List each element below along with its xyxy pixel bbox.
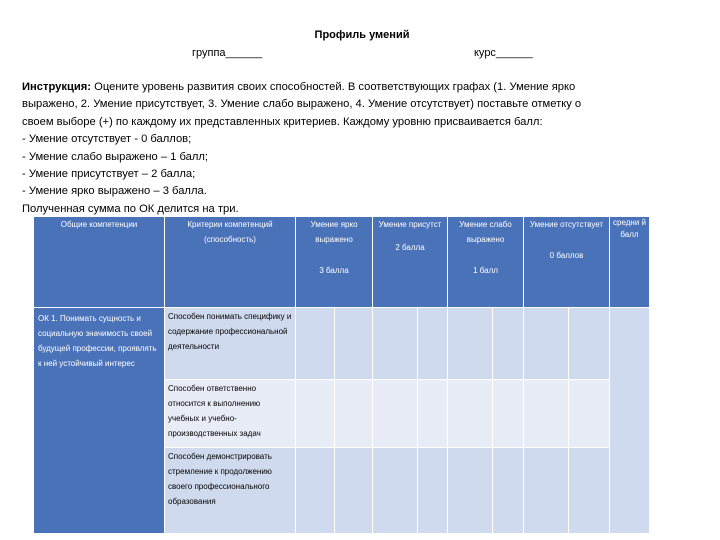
- criterion-3: Способен демонстрировать стремление к продолжению своего профессионального образования: [165, 448, 296, 534]
- instruction-footer: Полученная сумма по ОК делится на три.: [22, 202, 239, 215]
- score-cell[interactable]: [524, 308, 569, 380]
- header-present: Умение присутст 2 балла: [373, 217, 448, 308]
- skills-table: [33, 216, 650, 534]
- header-present-score: 2 балла: [395, 243, 425, 252]
- score-cell[interactable]: [335, 380, 373, 448]
- score-cell[interactable]: [296, 380, 335, 448]
- header-avg-score: средни й балл: [610, 217, 650, 308]
- course-field: курс______: [474, 47, 533, 59]
- group-field: группа______: [192, 47, 263, 59]
- score-cell[interactable]: [373, 448, 418, 534]
- instruction-line-2: выражено, 2. Умение присутствует, 3. Умение слабо выражено, 4. Умение отсутствует) поставьте отметку о: [22, 98, 582, 111]
- instruction-label: Инструкция:: [22, 81, 92, 93]
- header-bright-score: 3 балла: [319, 266, 349, 275]
- score-cell[interactable]: [373, 308, 418, 380]
- header-criteria: Критерии компетенций (способность): [165, 217, 296, 308]
- score-cell[interactable]: [418, 308, 448, 380]
- score-cell[interactable]: [569, 308, 610, 380]
- score-line-0: - Умение отсутствует - 0 баллов;: [22, 133, 192, 146]
- score-cell[interactable]: [493, 380, 524, 448]
- score-line-1: - Умение слабо выражено – 1 балл;: [22, 150, 209, 163]
- score-cell[interactable]: [418, 380, 448, 448]
- score-cell[interactable]: [296, 448, 335, 534]
- score-cell[interactable]: [493, 448, 524, 534]
- header-general-competencies: Общие компетенции: [34, 217, 165, 308]
- header-weak-score: 1 балл: [473, 266, 498, 275]
- score-cell[interactable]: [296, 308, 335, 380]
- table-row: [34, 308, 650, 380]
- score-cell[interactable]: [493, 308, 524, 380]
- score-cell[interactable]: [335, 308, 373, 380]
- criterion-2: Способен ответственно относится к выполнению учебных и учебно-производственных задач: [165, 380, 296, 448]
- score-line-2: - Умение присутствует – 2 балла;: [22, 168, 196, 181]
- avg-score-cell[interactable]: [610, 308, 650, 534]
- score-cell[interactable]: [524, 448, 569, 534]
- competency-ok1: ОК 1. Понимать сущность и социальную значимость своей будущей профессии, проявлять к ней устойчивый интерес: [34, 308, 165, 534]
- header-bright: Умение ярко выражено 3 балла: [296, 217, 373, 308]
- score-cell[interactable]: [569, 448, 610, 534]
- instruction-block: [22, 79, 702, 218]
- score-cell[interactable]: [373, 380, 418, 448]
- score-cell[interactable]: [524, 380, 569, 448]
- header-absent-score: 0 баллов: [549, 251, 584, 260]
- header-weak: Умение слабо выражено 1 балл: [448, 217, 524, 308]
- header-absent: Умение отсутствует 0 баллов: [524, 217, 610, 308]
- score-cell[interactable]: [448, 448, 493, 534]
- score-cell[interactable]: [448, 308, 493, 380]
- criterion-1: Способен понимать специфику и содержание профессиональной деятельности: [165, 308, 296, 380]
- page-title: Профиль умений: [314, 29, 410, 41]
- score-cell[interactable]: [418, 448, 448, 534]
- score-cell[interactable]: [448, 380, 493, 448]
- score-cell[interactable]: [335, 448, 373, 534]
- score-line-3: - Умение ярко выражено – 3 балла.: [22, 185, 207, 198]
- instruction-line-1: Инструкция: Оцените уровень развития своих способностей. В соответствующих графах (1. Умение ярко: [22, 81, 576, 93]
- score-cell[interactable]: [569, 380, 610, 448]
- instruction-line-3: своем выборе (+) по каждому их представленных критериев. Каждому уровню присваивается балл:: [22, 115, 543, 128]
